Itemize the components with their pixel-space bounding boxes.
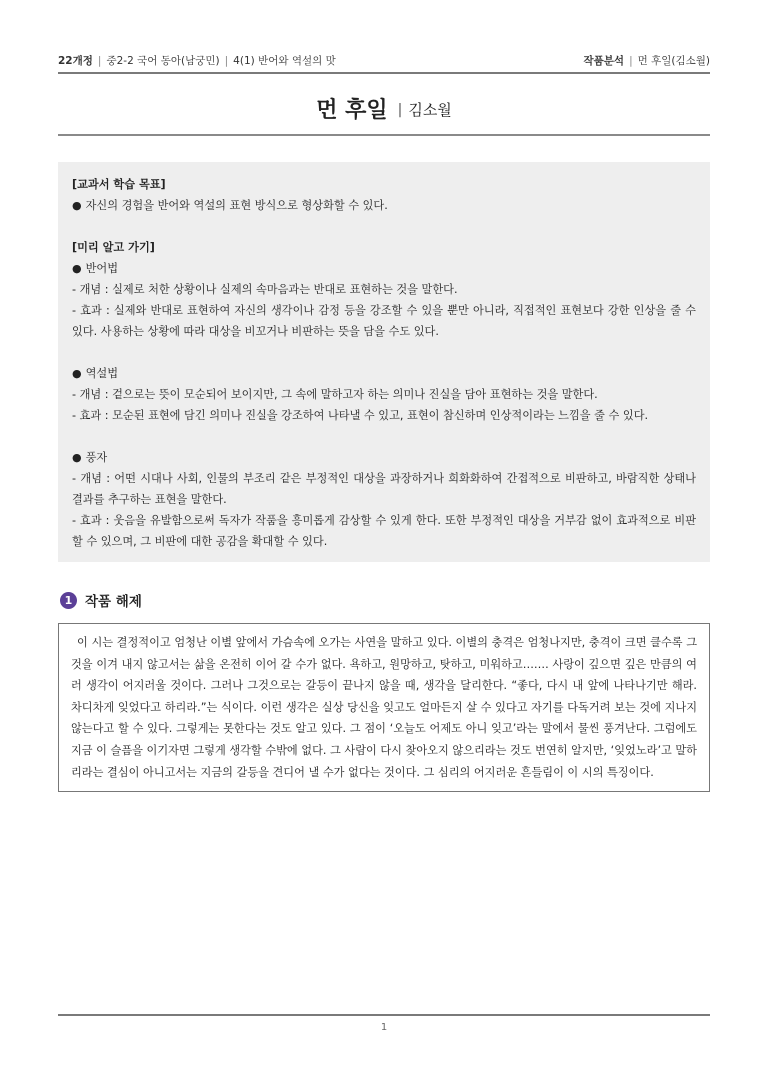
bullet-icon: ● (72, 451, 82, 464)
header-divider (58, 72, 710, 74)
analysis-section-title (60, 590, 142, 610)
bullet-icon: ● (72, 367, 82, 380)
unit-label: 4(1) 반어와 역설의 맛 (233, 54, 336, 67)
bullet-icon: ● (72, 262, 82, 275)
title-main: 먼 후일 (316, 98, 388, 123)
category-label: 작품분석 (583, 54, 625, 67)
page-title (58, 93, 710, 124)
course-label: 중2-2 국어 동아(남궁민) (106, 54, 220, 67)
header-right (583, 53, 710, 68)
goals-heading: [교과서 학습 목표] (72, 178, 166, 191)
section-label-paradox: 역설법 (85, 367, 119, 380)
analysis-box (58, 623, 710, 792)
work-label: 먼 후일(김소월) (637, 54, 710, 67)
spacer (72, 342, 696, 363)
title-separator: | (397, 102, 403, 118)
header-separator: | (629, 54, 633, 67)
section-number-badge: 1 (60, 592, 77, 609)
header-separator: | (224, 54, 229, 67)
section-line: - 개념 : 겉으로는 뜻이 모순되어 보이지만, 그 속에 말하고자 하는 의미나 진실을 담아 표현하는 것을 말한다. (72, 388, 598, 401)
page-number: 1 (380, 1022, 388, 1033)
section-line: - 효과 : 실제와 반대로 표현하여 자신의 생각이나 감정 등을 강조할 수 있을 뿐만 아니라, 직접적인 표현보다 강한 인상을 줄 수 있다. 사용하는 상황에 따라 대상을 비꼬거나 비판하는 뜻을 담을 수도 있다. (72, 304, 696, 338)
section-label-irony: 반어법 (85, 262, 119, 275)
spacer (72, 426, 696, 447)
learning-goals-box (58, 162, 710, 562)
section-line: - 효과 : 웃음을 유발함으로써 독자가 작품을 흥미롭게 감상할 수 있게 한다. 또한 부정적인 대상을 거부감 없이 효과적으로 비판할 수 있으며, 그 비판에 대한 공감을 확대할 수 있다. (72, 514, 696, 548)
section-line: - 개념 : 실제로 처한 상황이나 실제의 속마음과는 반대로 표현하는 것을 말한다. (72, 283, 458, 296)
section-label-satire: 풍자 (85, 451, 108, 464)
title-author: 김소월 (408, 101, 452, 119)
page-header (58, 49, 710, 71)
edition-label: 22개정 (58, 54, 93, 67)
footer-divider (58, 1014, 710, 1016)
preview-heading: [미리 알고 가기] (72, 241, 155, 254)
section-line: - 개념 : 어떤 시대나 사회, 인물의 부조리 같은 부정적인 대상을 과장하거나 희화화하여 간접적으로 비판하고, 바람직한 상태나 결과를 추구하는 표현을 말한다. (72, 472, 696, 506)
section-line: - 효과 : 모순된 표현에 담긴 의미나 진실을 강조하여 나타낼 수 있고, 표현이 참신하며 인상적이라는 느낌을 줄 수 있다. (72, 409, 649, 422)
goal-item (72, 195, 696, 216)
spacer (72, 216, 696, 237)
title-divider (58, 134, 710, 136)
header-left (58, 53, 336, 68)
analysis-title: 작품 해제 (85, 594, 142, 610)
header-separator: | (97, 54, 102, 67)
section-name (72, 258, 696, 279)
section-name (72, 363, 696, 384)
analysis-body: 이 시는 결정적이고 엄청난 이별 앞에서 가슴속에 오가는 사연을 말하고 있다. 이별의 충격은 엄청나지만, 충격이 크면 클수록 그것을 이겨 내지 않고서는 삶을 온전히 이어 갈 수가 없다. 욕하고, 원망하고, 탓하고, 미워하고……. 사랑이 깊으면 깊은 만큼의 여러 생각이 어지러울 것이다. 그러나 그것으로는 갈등이 끝나지 않을 때, 생각을 달리한다. “좋다, 다시 내 앞에 나타나기만 해라. 차디차게 잊었다고 하리라.”는 식이다. 이런 생각은 실상 당신을 잊고도 얼마든지 살 수 있다고 자기를 다독거려 보는 것에 지나지 않는다고 할 수 있다. 그렇게는 못한다는 것도 알고 있다. 그 점이 ‘오늘도 어제도 아니 잊고’라는 말에서 물씬 풍겨난다. 그럼에도 지금 이 슬픔을 이기자면 그렇게 생각할 수밖에 없다. 그 사람이 다시 찾아오지 않으리라는 것도 번연히 알지만, ‘잊었노라’고 말하리라는 결심이 아니고서는 지금의 갈등을 견디어 낼 수가 없다는 것이다. 그 심리의 어지러운 흔들림이 이 시의 특징이다. (71, 636, 697, 779)
bullet-icon: ● (72, 199, 82, 212)
goal-text: 자신의 경험을 반어와 역설의 표현 방식으로 형상화할 수 있다. (85, 199, 388, 212)
section-name (72, 447, 696, 468)
